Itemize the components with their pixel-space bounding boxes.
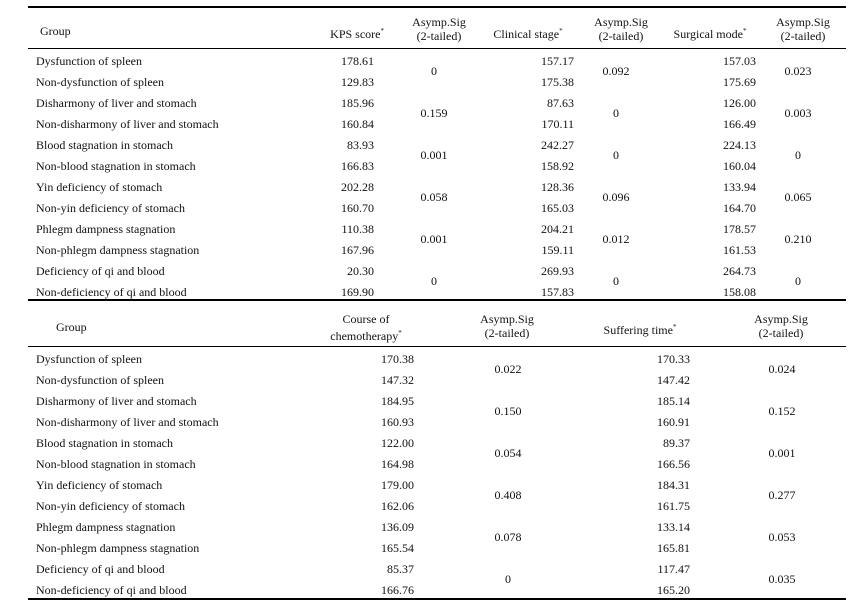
- group-name: Phlegm dampness stagnation: [36, 222, 176, 236]
- surgical-mode-value: 164.70: [723, 201, 756, 215]
- suffering-time-value: 170.33: [657, 352, 690, 366]
- kps-score-value: 110.38: [341, 222, 374, 236]
- header-sig-3: Asymp.Sig (2-tailed): [776, 15, 830, 43]
- table-2-bottom-rule: [28, 598, 846, 600]
- group-name: Non-blood stagnation in stomach: [36, 159, 196, 173]
- surgical-mode-value: 224.13: [723, 138, 756, 152]
- group-name: Non-yin deficiency of stomach: [36, 201, 185, 215]
- table-1: [28, 6, 846, 302]
- suffering-time-value: 165.20: [657, 583, 690, 597]
- group-name: Non-disharmony of liver and stomach: [36, 415, 219, 429]
- kps-score-value: 178.61: [341, 54, 374, 68]
- sig-value: 0.065: [784, 190, 812, 204]
- header-sig-4: Asymp.Sig (2-tailed): [480, 312, 534, 340]
- table-1-top-rule: [28, 6, 846, 8]
- sig-value: 0.150: [494, 404, 522, 418]
- group-name: Non-blood stagnation in stomach: [36, 457, 196, 471]
- group-name: Yin deficiency of stomach: [36, 180, 163, 194]
- group-name: Non-phlegm dampness stagnation: [36, 243, 200, 257]
- sig-value: 0.078: [494, 530, 522, 544]
- group-name: Phlegm dampness stagnation: [36, 520, 176, 534]
- group-name: Non-deficiency of qi and blood: [36, 285, 187, 299]
- group-name: Deficiency of qi and blood: [36, 264, 165, 278]
- sig-value: 0.210: [784, 232, 812, 246]
- header-group: Group: [40, 24, 71, 38]
- sig-value: 0: [431, 64, 437, 78]
- sig-value: 0: [431, 274, 437, 288]
- kps-score-value: 169.90: [341, 285, 374, 299]
- suffering-time-value: 147.42: [657, 373, 690, 387]
- clinical-stage-value: 157.83: [541, 285, 574, 299]
- group-name: Blood stagnation in stomach: [36, 436, 173, 450]
- sig-value: 0.001: [420, 232, 448, 246]
- header-sig-5: Asymp.Sig (2-tailed): [754, 312, 808, 340]
- group-name: Blood stagnation in stomach: [36, 138, 173, 152]
- suffering-time-value: 165.81: [657, 541, 690, 555]
- sig-value: 0: [613, 274, 619, 288]
- group-name: Non-yin deficiency of stomach: [36, 499, 185, 513]
- sig-value: 0.092: [602, 64, 630, 78]
- kps-score-value: 20.30: [347, 264, 374, 278]
- sig-value: 0.152: [768, 404, 796, 418]
- kps-score-value: 129.83: [341, 75, 374, 89]
- header-sig-1: Asymp.Sig (2-tailed): [412, 15, 466, 43]
- table-2-header-rule: [28, 346, 846, 347]
- sig-value: 0.024: [768, 362, 796, 376]
- clinical-stage-value: 165.03: [541, 201, 574, 215]
- table-1-header-rule: [28, 48, 846, 49]
- course-of-chemotherapy-value: 166.76: [381, 583, 414, 597]
- sig-value: 0.096: [602, 190, 630, 204]
- sig-value: 0: [613, 148, 619, 162]
- clinical-stage-value: 170.11: [541, 117, 574, 131]
- group-name: Non-phlegm dampness stagnation: [36, 541, 200, 555]
- surgical-mode-value: 158.08: [723, 285, 756, 299]
- header-course-of-chemotherapy: Course of chemotherapy*: [330, 312, 402, 343]
- clinical-stage-value: 242.27: [541, 138, 574, 152]
- course-of-chemotherapy-value: 160.93: [381, 415, 414, 429]
- surgical-mode-value: 126.00: [723, 96, 756, 110]
- surgical-mode-value: 175.69: [723, 75, 756, 89]
- sig-value: 0.022: [494, 362, 522, 376]
- suffering-time-value: 166.56: [657, 457, 690, 471]
- suffering-time-value: 185.14: [657, 394, 690, 408]
- clinical-stage-value: 87.63: [547, 96, 574, 110]
- clinical-stage-value: 159.11: [541, 243, 574, 257]
- course-of-chemotherapy-value: 164.98: [381, 457, 414, 471]
- sig-value: 0.058: [420, 190, 448, 204]
- clinical-stage-value: 204.21: [541, 222, 574, 236]
- surgical-mode-value: 264.73: [723, 264, 756, 278]
- group-name: Disharmony of liver and stomach: [36, 394, 197, 408]
- suffering-time-value: 89.37: [663, 436, 690, 450]
- sig-value: 0: [505, 572, 511, 586]
- kps-score-value: 202.28: [341, 180, 374, 194]
- clinical-stage-value: 269.93: [541, 264, 574, 278]
- kps-score-value: 160.84: [341, 117, 374, 131]
- suffering-time-value: 133.14: [657, 520, 690, 534]
- surgical-mode-value: 160.04: [723, 159, 756, 173]
- surgical-mode-value: 133.94: [723, 180, 756, 194]
- sig-value: 0.023: [784, 64, 812, 78]
- sig-value: 0.053: [768, 530, 796, 544]
- header-group-2: Group: [56, 320, 87, 334]
- group-name: Deficiency of qi and blood: [36, 562, 165, 576]
- sig-value: 0.012: [602, 232, 630, 246]
- header-suffering-time: Suffering time*: [603, 323, 677, 337]
- course-of-chemotherapy-value: 179.00: [381, 478, 414, 492]
- group-name: Dysfunction of spleen: [36, 54, 142, 68]
- group-name: Yin deficiency of stomach: [36, 478, 163, 492]
- clinical-stage-value: 128.36: [541, 180, 574, 194]
- suffering-time-value: 117.47: [657, 562, 690, 576]
- course-of-chemotherapy-value: 147.32: [381, 373, 414, 387]
- sig-value: 0.001: [768, 446, 796, 460]
- sig-value: 0.054: [494, 446, 522, 460]
- kps-score-value: 83.93: [347, 138, 374, 152]
- kps-score-value: 185.96: [341, 96, 374, 110]
- clinical-stage-value: 158.92: [541, 159, 574, 173]
- surgical-mode-value: 166.49: [723, 117, 756, 131]
- table-1-bottom-rule: [28, 299, 846, 301]
- kps-score-value: 160.70: [341, 201, 374, 215]
- suffering-time-value: 161.75: [657, 499, 690, 513]
- sig-value: 0: [613, 106, 619, 120]
- course-of-chemotherapy-value: 162.06: [381, 499, 414, 513]
- clinical-stage-value: 157.17: [541, 54, 574, 68]
- group-name: Disharmony of liver and stomach: [36, 96, 197, 110]
- sig-value: 0.035: [768, 572, 796, 586]
- sig-value: 0.277: [768, 488, 796, 502]
- sig-value: 0.001: [420, 148, 448, 162]
- surgical-mode-value: 161.53: [723, 243, 756, 257]
- course-of-chemotherapy-value: 85.37: [387, 562, 414, 576]
- course-of-chemotherapy-value: 122.00: [381, 436, 414, 450]
- course-of-chemotherapy-value: 165.54: [381, 541, 414, 555]
- course-of-chemotherapy-value: 136.09: [381, 520, 414, 534]
- surgical-mode-value: 178.57: [723, 222, 756, 236]
- sig-value: 0: [795, 274, 801, 288]
- sig-value: 0: [795, 148, 801, 162]
- group-name: Non-dysfunction of spleen: [36, 75, 164, 89]
- sig-value: 0.003: [784, 106, 812, 120]
- group-name: Non-dysfunction of spleen: [36, 373, 164, 387]
- suffering-time-value: 160.91: [657, 415, 690, 429]
- course-of-chemotherapy-value: 170.38: [381, 352, 414, 366]
- kps-score-value: 166.83: [341, 159, 374, 173]
- clinical-stage-value: 175.38: [541, 75, 574, 89]
- kps-score-value: 167.96: [341, 243, 374, 257]
- sig-value: 0.408: [494, 488, 522, 502]
- table-2: [28, 303, 846, 603]
- surgical-mode-value: 157.03: [723, 54, 756, 68]
- header-sig-2: Asymp.Sig (2-tailed): [594, 15, 648, 43]
- group-name: Non-deficiency of qi and blood: [36, 583, 187, 597]
- group-name: Non-disharmony of liver and stomach: [36, 117, 219, 131]
- sig-value: 0.159: [420, 106, 448, 120]
- header-clinical-stage: Clinical stage*: [493, 27, 563, 41]
- course-of-chemotherapy-value: 184.95: [381, 394, 414, 408]
- header-surgical-mode: Surgical mode*: [673, 27, 747, 41]
- group-name: Dysfunction of spleen: [36, 352, 142, 366]
- header-kps-score: KPS score*: [330, 27, 384, 41]
- suffering-time-value: 184.31: [657, 478, 690, 492]
